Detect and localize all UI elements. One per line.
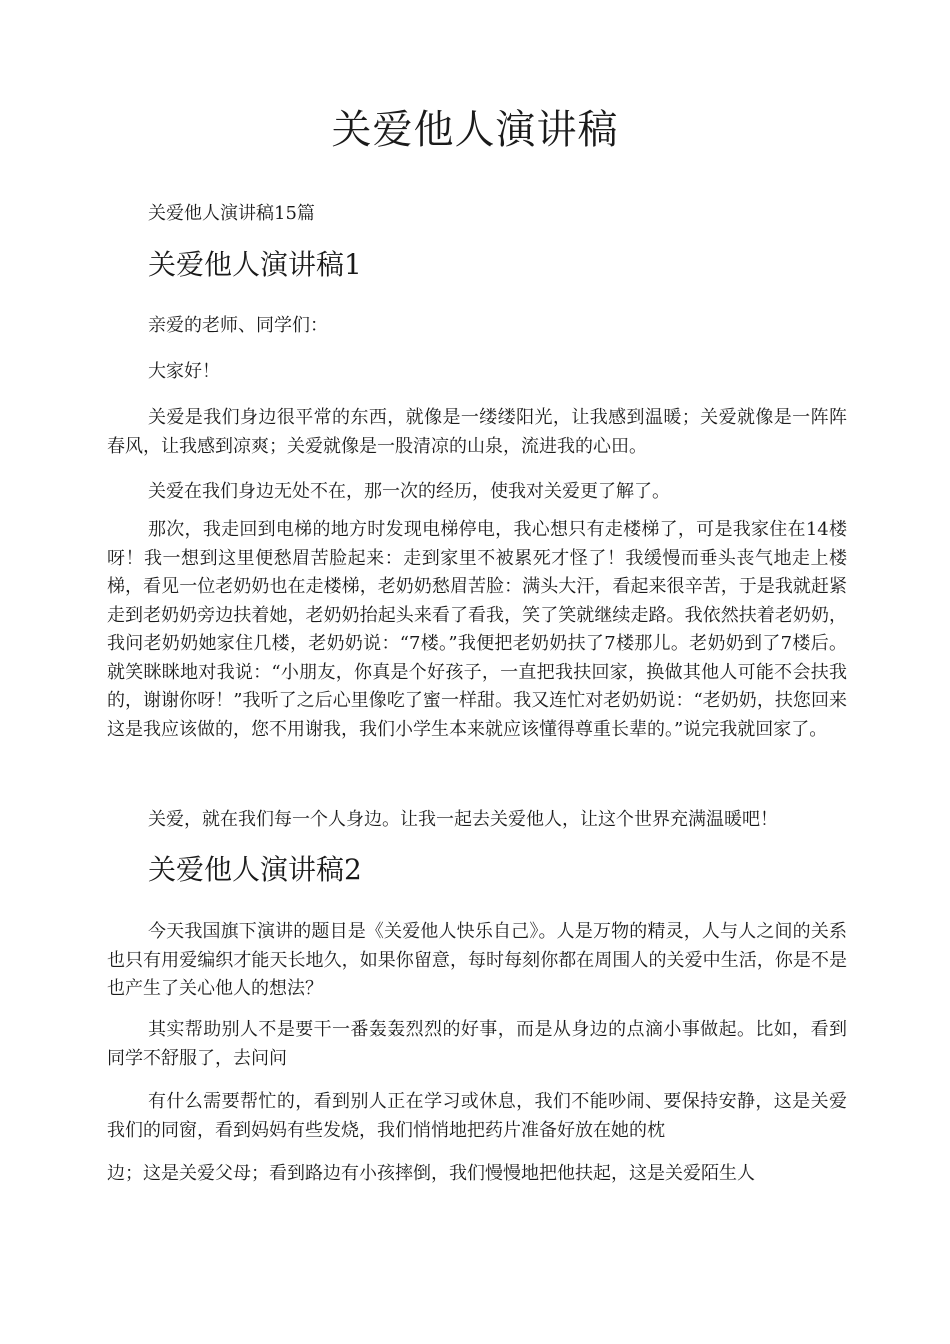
document-title: 关爱他人演讲稿	[331, 107, 619, 153]
section-2-paragraph-4: 边；这是关爱父母；看到路边有小孩摔倒，我们慢慢地把他扶起，这是关爱陌生人	[107, 1163, 755, 1184]
section-1-paragraph-2: 大家好！	[148, 361, 220, 382]
section-2-paragraph-3: 有什么需要帮忙的，看到别人正在学习或休息，我们不能吵闹、要保持安静，这是关爱我们的同窗，看到妈妈有些发烧，我们悄悄地把药片准备好放在她的枕	[107, 1091, 847, 1141]
section-1-heading: 关爱他人演讲稿1	[148, 248, 362, 281]
section-2-heading: 关爱他人演讲稿2	[148, 853, 362, 886]
section-1-paragraph-4: 关爱在我们身边无处不在，那一次的经历，使我对关爱更了解了。	[148, 481, 670, 502]
section-1-paragraph-6: 关爱，就在我们每一个人身边。让我一起去关爱他人，让这个世界充满温暖吧！	[148, 809, 778, 830]
document-subtitle: 关爱他人演讲稿15篇	[148, 203, 315, 224]
section-2-paragraph-2: 其实帮助别人不是要干一番轰轰烈烈的好事，而是从身边的点滴小事做起。比如，看到同学不舒服了，去问问	[107, 1019, 847, 1069]
section-2-paragraph-1: 今天我国旗下演讲的题目是《关爱他人快乐自己》。人是万物的精灵，人与人之间的关系也只有用爱编织才能天长地久，如果你留意，每时每刻你都在周围人的关爱中生活，你是不是也产生了关心他人的想法？	[107, 921, 847, 999]
section-1-paragraph-5: 那次，我走回到电梯的地方时发现电梯停电，我心想只有走楼梯了，可是我家住在14楼呀！我一想到这里便愁眉苦脸起来：走到家里不被累死才怪了！我缓慢而垂头丧气地走上楼梯，看见一位老奶奶也在走楼梯，老奶奶愁眉苦脸：满头大汗，看起来很辛苦，于是我就赶紧走到老奶奶旁边扶着她，老奶奶抬起头来看了看我，笑了笑就继续走路。我依然扶着老奶奶，我问老奶奶她家住几楼，老奶奶说：“7楼。”我便把老奶奶扶了7楼那儿。老奶奶到了7楼后。就笑眯眯地对我说：“小朋友，你真是个好孩子，一直把我扶回家，换做其他人可能不会扶我的，谢谢你呀！”我听了之后心里像吃了蜜一样甜。我又连忙对老奶奶说：“老奶奶，扶您回来这是我应该做的，您不用谢我，我们小学生本来就应该懂得尊重长辈的。”说完我就回家了。	[107, 519, 847, 740]
section-1-paragraph-1: 亲爱的老师、同学们：	[148, 315, 328, 336]
section-1-paragraph-3: 关爱是我们身边很平常的东西，就像是一缕缕阳光，让我感到温暖；关爱就像是一阵阵春风，让我感到凉爽；关爱就像是一股清凉的山泉，流进我的心田。	[107, 407, 847, 457]
